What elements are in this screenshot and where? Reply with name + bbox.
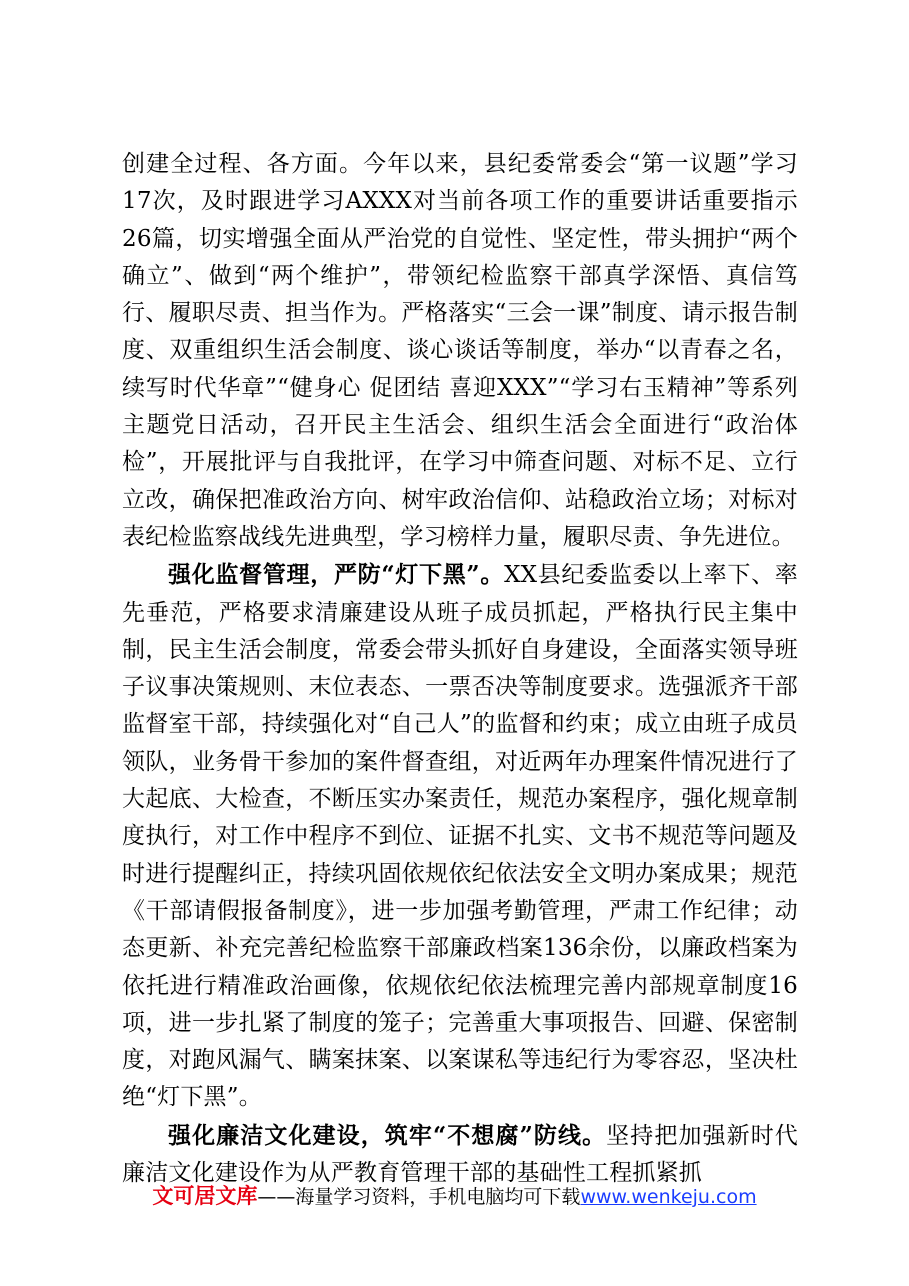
footer-watermark (0, 1180, 909, 1210)
footer-brand: 文可居文库 (152, 1184, 258, 1208)
paragraph-3-lead: 强化廉洁文化建设，筑牢“不想腐”防线。 (168, 1121, 607, 1149)
footer-site-link[interactable]: www.wenkeju.com (580, 1186, 757, 1208)
paragraph-1-body: 创建全过程、各方面。今年以来，县纪委常委会“第一议题”学习17次，及时跟进学习AXXX对当前各项工作的重要讲话重要指示26篇，切实增强全面从严治党的自觉性、坚定性，带头拥护“两个确立”、做到“两个维护”，带领纪检监察干部真学深悟、真信笃行、履职尽责、担当作为。严格落实“三会一课”制度、请示报告制度、双重组织生活会制度、谈心谈话等制度，举办“以青春之名，续写时代华章”“健身心 促团结 喜迎XXX”“学习右玉精神”等系列主题党日活动，召开民主生活会、组织生活会全面进行“政治体检”，开展批评与自我批评，在学习中筛查问题、对标不足、立行立改，确保把准政治方向、树牢政治信仰、站稳政治立场；对标对表纪检监察战线先进典型，学习榜样力量，履职尽责、争先进位。 (122, 151, 798, 550)
paragraph-2 (122, 556, 798, 1116)
document-page (122, 146, 798, 1192)
paragraph-1 (122, 146, 798, 556)
paragraph-3-body: 坚持把加强新时代廉洁文化建设作为从严教育管理干部的基础性工程抓紧抓 (122, 1122, 798, 1187)
paragraph-2-lead: 强化监督管理，严防“灯下黑”。 (168, 561, 505, 589)
paragraph-2-body: XX县纪委监委以上率下、率先垂范，严格要求清廉建设从班子成员抓起，严格执行民主集中制，民主生活会制度，常委会带头抓好自身建设，全面落实领导班子议事决策规则、末位表态、一票否决等制度要求。选强派齐干部监督室干部，持续强化对“自己人”的监督和约束；成立由班子成员领队，业务骨干参加的案件督查组，对近两年办理案件情况进行了大起底、大检查，不断压实办案责任，规范办案程序，强化规章制度执行，对工作中程序不到位、证据不扎实、文书不规范等问题及时进行提醒纠正，持续巩固依规依纪依法安全文明办案成果；规范《干部请假报备制度》，进一步加强考勤管理，严肃工作纪律；动态更新、补充完善纪检监察干部廉政档案136余份，以廉政档案为依托进行精准政治画像，依规依纪依法梳理完善内部规章制度16项，进一步扎紧了制度的笼子；完善重大事项报告、回避、保密制度，对跑风漏气、瞒案抹案、以案谋私等违纪行为零容忍，坚决杜绝“灯下黑”。 (122, 562, 798, 1111)
footer-tagline: ——海量学习资料，手机电脑均可下载 (257, 1186, 581, 1208)
